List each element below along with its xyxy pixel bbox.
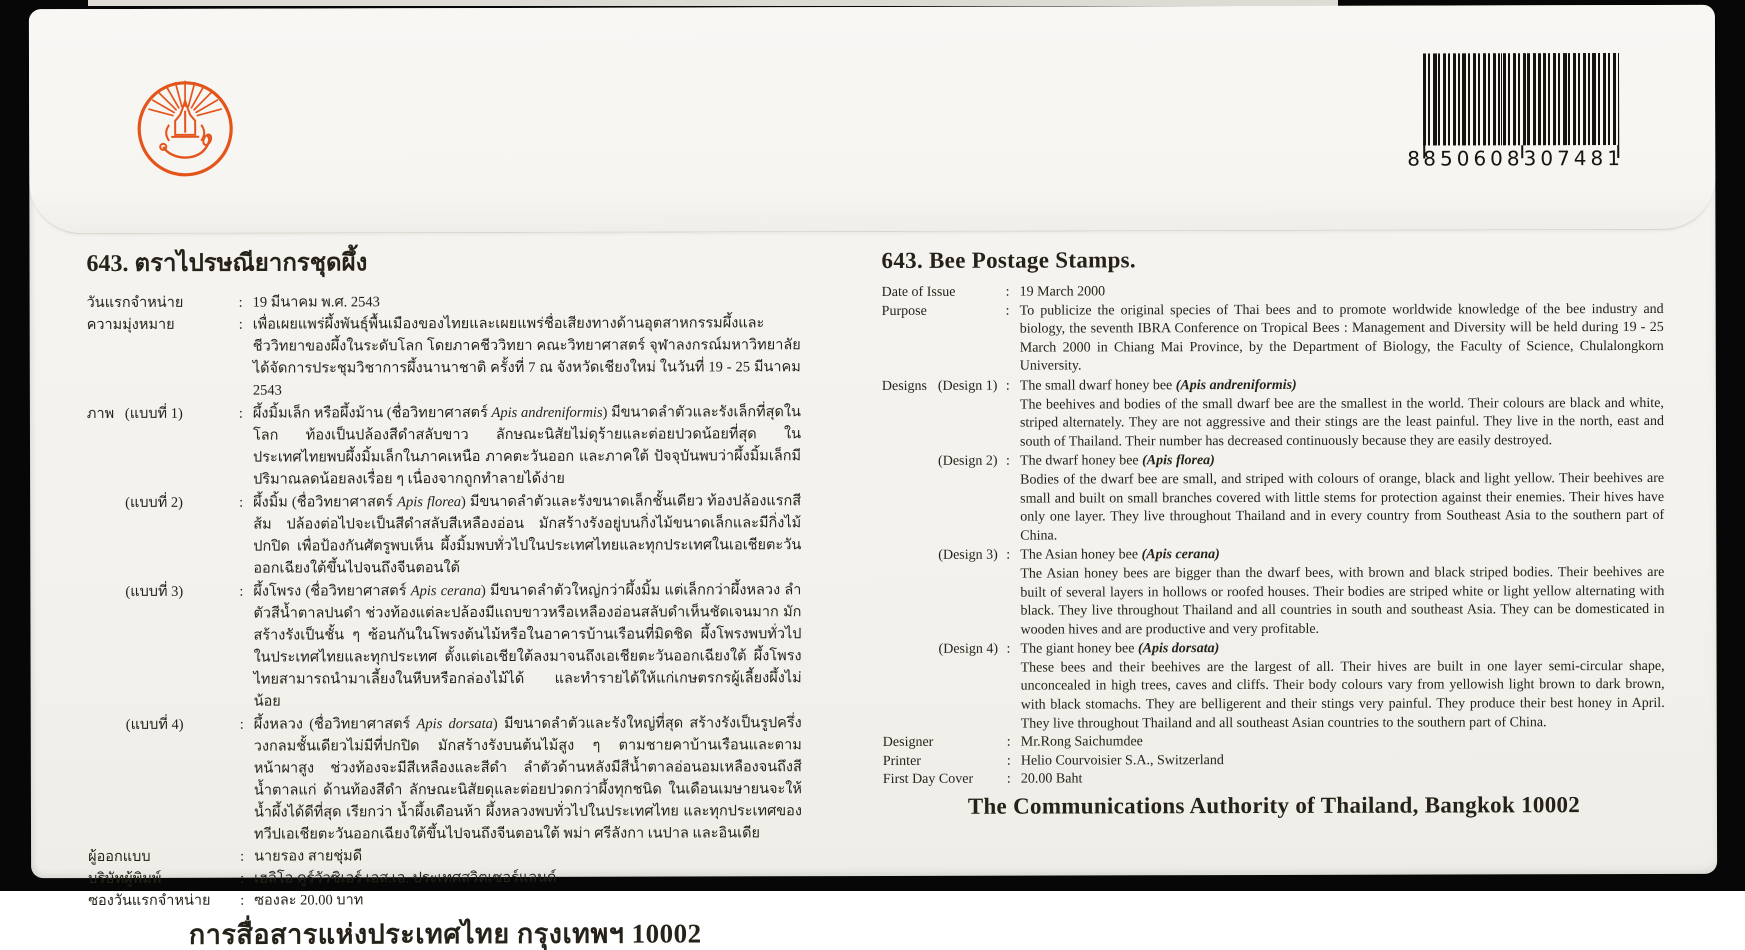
en-purpose-value: To publicize the original species of Thai bees and to promote worldwide knowledge of the bee industry and biology, the seventh IBRA Conference on Tropical Bees : Management and Diversity will be held during 19 - 25 March 2000 in Chiang Mai Province, by the Department of Biology, the Faculty of Science, Chulalongkorn University.	[1020, 301, 1664, 377]
en-printer-label: Printer	[883, 752, 1007, 771]
thai-issuer-footer: การสื่อสารแห่งประเทศไทย กรุงเทพฯ 10002	[88, 922, 802, 946]
thai-text-column	[86, 247, 802, 946]
thai-design-1-number: (แบบที่ 1)	[125, 403, 183, 425]
colon: :	[239, 581, 253, 603]
barcode-digit-group-2: 307481	[1524, 146, 1624, 170]
colon: :	[239, 492, 253, 514]
scan-edge-artifact	[88, 0, 1338, 6]
en-design-1-species: (Apis andreniformis)	[1176, 378, 1297, 393]
en-date-label: Date of Issue	[882, 284, 1006, 303]
colon: :	[1007, 752, 1021, 771]
en-design-3-name: The Asian honey bee	[1020, 548, 1141, 563]
en-design-3-species: (Apis cerana)	[1142, 547, 1220, 562]
thai-design-4-post: ) มีขนาดลำตัวและรังใหญ่ที่สุด สร้างรังเป็นรูปครึ่งวงกลมชั้นเดียวไม่มีที่ปกปิด มักสร้างรังบนต้นไม้สูง ๆ ตามชายคาบ้านเรือนและตามหน้าผาสูง ช่วงท้องจะมีสีเหลืองและสีดำ ลำตัวด้านหลังมีสีน้ำตาลอ่อนอมเหลืองจนถึงสีน้ำตาลแก่ ด้านท้องสีดำ ลักษณะนิสัยดุและต่อยปวดกว่าผึ้งทุกชนิด ในเดือนเมษายนจะให้น้ำผึ้งได้ดีที่สุด เรียกว่า น้ำผึ้งเดือนห้า ผึ้งหลวงพบทั่วไปในประเทศไทย และทุกประเทศของทวีปเอเชียตะวันออกเฉียงใต้ขึ้นไปจนถึงจีนตอนใต้ พม่า ศรีลังกา เนปาล และอินเดีย	[254, 715, 802, 842]
en-date-value: 19 March 2000	[1020, 282, 1664, 302]
thai-purpose-row	[87, 312, 801, 402]
colon: :	[239, 292, 253, 314]
thai-designer-value: นายรอง สายชุ่มดี	[254, 844, 802, 867]
thai-design-3-row	[87, 579, 801, 713]
thai-design-3-text	[253, 579, 801, 712]
thai-design-1-pre: ผึ้งมิ้มเล็ก หรือผึ้งม้าน (ชื่อวิทยาศาสตร์	[253, 405, 492, 422]
thai-image-word: ภาพ	[87, 403, 114, 425]
en-design-2-species: (Apis florea)	[1142, 453, 1215, 468]
thai-design-1-text	[253, 401, 801, 490]
colon: :	[240, 714, 254, 736]
colon: :	[240, 890, 254, 912]
en-design-3-heading	[1020, 545, 1664, 565]
en-design-2-body: Bodies of the dwarf bee are small, and striped with colours of orange, black and light yellow. Their beehives are small and built on small branches covered with little stems for protection against their enemies. Their hives have only one layer. They live throughout Thailand and in every country from Southeast Asia to the southern part of China.	[1020, 470, 1664, 546]
en-design-1-body: The beehives and bodies of the small dwarf bee are the smallest in the world. Their colours are black and white, striped alternately. They are not aggressive and their stings are the least painful. They live in the north, east and south of Thailand. Their number has decreased continuously because they are easily destroyed.	[1020, 394, 1664, 451]
en-printer-value: Helio Courvoisier S.A., Switzerland	[1021, 751, 1665, 771]
en-designer-label: Designer	[883, 734, 1007, 753]
thai-design-2-row	[87, 490, 801, 580]
en-design-2-text	[1020, 451, 1664, 546]
en-design-4-row	[883, 639, 1665, 734]
thai-designer-row	[88, 844, 802, 868]
en-design-1-number: (Design 1)	[938, 378, 998, 397]
thai-printer-label: บริษัทผู้พิมพ์	[88, 868, 240, 890]
barcode-digits	[1407, 146, 1621, 171]
en-design-3-text	[1020, 545, 1664, 640]
envelope-back	[29, 5, 1717, 878]
en-fdc-price-row	[883, 769, 1665, 790]
colon: :	[1007, 771, 1021, 790]
en-date-of-issue-row	[882, 282, 1664, 303]
colon: :	[240, 846, 254, 868]
en-designer-row	[883, 732, 1665, 753]
colon: :	[239, 314, 253, 336]
en-design-2-number: (Design 2)	[938, 453, 998, 472]
en-design-4-text	[1021, 639, 1665, 734]
thai-fdc-price-row	[88, 888, 802, 912]
thai-design-3-post: ) มีขนาดลำตัวใหญ่กว่าผึ้งมิ้ม แต่เล็กกว่าผึ้งหลวง ลำตัวสีน้ำตาลปนดำ ช่วงท้องแต่ละปล้องมีแถบขาวหรือเหลืองอ่อนสลับดำเห็นชัดเจนมาก มักสร้างรังเป็นชั้น ๆ ซ้อนกันในโพรงต้นไม้หรือในอาคารบ้านเรือนที่มิดชิด ผึ้งโพรงพบทั่วไปในประเทศไทยและทุกประเทศ ตั้งแต่เอเชียใต้ลงมาจนถึงเอเชียตะวันออกเฉียงใต้ ผึ้งโพรงไทยสามารถนำมาเลี้ยงในหีบหรือกล่องไม้ได้ และทำรายได้ให้แก่เกษตรกรผู้เลี้ยงผึ้งไม่น้อย	[253, 582, 801, 709]
en-design-3-row	[882, 545, 1664, 640]
en-fdc-label: First Day Cover	[883, 771, 1007, 790]
colon: :	[1006, 547, 1020, 566]
en-designer-value: Mr.Rong Saichumdee	[1021, 732, 1665, 752]
en-design-4-number: (Design 4)	[939, 641, 999, 660]
thai-designer-label: ผู้ออกแบบ	[88, 846, 240, 868]
english-text-column	[881, 245, 1664, 817]
colon: :	[240, 868, 254, 890]
thai-design-2-text	[253, 490, 801, 579]
thai-design-4-row	[88, 712, 802, 846]
thai-design-2-post: ) มีขนาดลำตัวและรังขนาดเล็กชั้นเดียว ท้องปล้องแรกสีส้ม ปล้องต่อไปจะเป็นสีดำสลับสีเหลืองอ่อน มักสร้างรังอยู่บนกิ่งไม้ขนาดเล็กและมีกิ่งไม้ปกปิด เพื่อป้องกันศัตรูพบเห็น ผึ้งมิ้มพบทั่วไปในประเทศไทยและทุกประเทศในเอเชียตะวันออกเฉียงใต้ขึ้นไปจนถึงจีนตอนใต้	[253, 493, 801, 576]
en-purpose-label: Purpose	[882, 302, 1006, 321]
thai-purpose-label: ความมุ่งหมาย	[87, 314, 239, 336]
thai-printer-value: เฮลิโอ คูร์วัวซิเอร์ เอส.เอ. ประเทศสวิตเซอร์แลนด์	[254, 866, 802, 889]
thai-date-of-issue-row	[87, 290, 801, 314]
en-design-4-heading	[1021, 639, 1665, 659]
en-design-1-name: The small dwarf honey bee	[1020, 378, 1176, 393]
thai-title: 643. ตราไปรษณียากรชุดผึ้ง	[86, 247, 800, 279]
colon: :	[1006, 284, 1020, 303]
en-fdc-value: 20.00 Baht	[1021, 769, 1665, 789]
cat-post-emblem-icon	[125, 67, 245, 187]
thai-fdc-value: ซองละ 20.00 บาท	[254, 888, 802, 911]
en-designs-word: Designs	[882, 378, 927, 397]
thai-design-4-pre: ผึ้งหลวง (ชื่อวิทยาศาสตร์	[254, 716, 417, 732]
thai-design-4-number: (แบบที่ 4)	[126, 714, 184, 736]
english-issuer-footer: The Communications Authority of Thailand, Bangkok 10002	[883, 796, 1665, 817]
thai-design-1-row	[87, 401, 801, 491]
thai-design-3-species: Apis cerana	[411, 583, 481, 599]
barcode-digit-leading: 8	[1407, 147, 1423, 171]
thai-design-1-species: Apis andreniformis	[492, 405, 603, 421]
barcode-digit-group-1: 850608	[1423, 146, 1523, 170]
thai-design-2-pre: ผึ้งมิ้ม (ชื่อวิทยาศาสตร์	[253, 494, 397, 510]
en-purpose-row	[882, 301, 1664, 377]
thai-design-3-number: (แบบที่ 3)	[125, 581, 183, 603]
thai-date-label: วันแรกจำหน่าย	[87, 292, 239, 314]
colon: :	[1006, 302, 1020, 321]
colon: :	[1006, 378, 1020, 397]
thai-design-4-species: Apis dorsata	[417, 716, 493, 732]
english-title: 643. Bee Postage Stamps.	[881, 245, 1663, 275]
en-design-3-body: The Asian honey bees are bigger than the dwarf bees, with brown and black striped bodies. Their beehives are built of several layers in hollows or roofed houses. Their bodies are striped white or light yellow alternating with black. They live throughout Thailand and all countries in south and southeast Asia. They can be domesticated in wooden hives and are productive and very profitable.	[1020, 564, 1664, 640]
en-design-2-row	[882, 451, 1664, 546]
colon: :	[1006, 453, 1020, 472]
en-design-1-row	[882, 376, 1664, 452]
thai-design-4-text	[254, 712, 802, 845]
thai-fdc-label: ซองวันแรกจำหน่าย	[88, 890, 240, 912]
colon: :	[1007, 641, 1021, 660]
thai-date-value: 19 มีนาคม พ.ศ. 2543	[253, 290, 801, 313]
thai-design-3-pre: ผึ้งโพรง (ชื่อวิทยาศาสตร์	[253, 583, 410, 599]
thai-printer-row	[88, 866, 802, 890]
en-design-4-body: These bees and their beehives are the largest of all. Their hives are built in one layer semi-circular shape, unconcealed in high trees, caves and cliffs. Their body colours vary from yellowish light brown to dark brown, with black stomachs. They are belligerent and their stings very painful. They produce their best honey in April. They live throughout Thailand and all southeast Asian countries to the southern part of China.	[1021, 658, 1665, 734]
en-design-1-text	[1020, 376, 1664, 452]
en-design-2-heading	[1020, 451, 1664, 471]
en-design-4-species: (Apis dorsata)	[1138, 641, 1219, 656]
thai-purpose-value: เพื่อเผยแพร่ผึ้งพันธุ์พื้นเมืองของไทยและเผยแพร่ชื่อเสียงทางด้านอุตสาหกรรมผึ้งและชีววิทยาของผึ้งในระดับโลก โดยภาคชีววิทยา คณะวิทยาศาสตร์ จุฬาลงกรณ์มหาวิทยาลัย ได้จัดการประชุมวิชาการผึ้งนานาชาติ ครั้งที่ 7 ณ จังหวัดเชียงใหม่ ในวันที่ 19 - 25 มีนาคม 2543	[253, 312, 801, 401]
en-design-1-heading	[1020, 376, 1664, 396]
thai-design-2-number: (แบบที่ 2)	[125, 492, 183, 514]
en-design-3-number: (Design 3)	[938, 547, 998, 566]
en-design-4-name: The giant honey bee	[1021, 642, 1138, 657]
thai-design-1-post: ) มีขนาดลำตัวและรังเล็กที่สุดในโลก ท้องเป็นปล้องสีดำสลับขาว ลักษณะนิสัยไม่ดุร้ายและต่อยปวดน้อยที่สุด ในประเทศไทยพบผึ้งมิ้มเล็กในภาคเหนือ ภาคตะวันออก และภาคใต้ ปัจจุบันพบว่าผึ้งมิ้มเล็กมีปริมาณลดน้อยลงเรื่อย ๆ เนื่องจากถูกทำลายได้ง่าย	[253, 404, 801, 487]
barcode	[1407, 53, 1621, 171]
colon: :	[1007, 734, 1021, 753]
colon: :	[239, 403, 253, 425]
thai-design-2-species: Apis florea	[397, 494, 461, 510]
en-design-2-name: The dwarf honey bee	[1020, 454, 1142, 469]
barcode-bars	[1423, 53, 1619, 146]
en-printer-row	[883, 751, 1665, 772]
